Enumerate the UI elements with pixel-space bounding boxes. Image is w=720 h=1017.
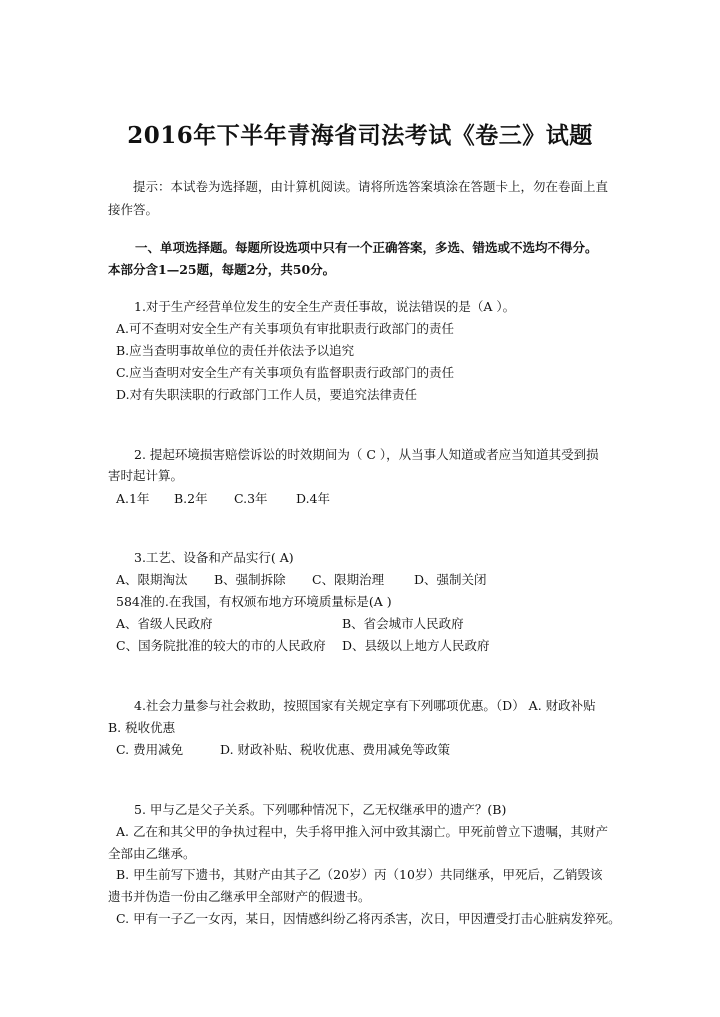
- notice-line-1: 提示：本试卷为选择题，由计算机阅读。请将所选答案填涂在答题卡上，勿在卷面上直: [133, 179, 609, 194]
- q3-option-d: D、强制关闭: [414, 572, 487, 587]
- q4-option-c: C. 费用减免: [116, 742, 184, 757]
- q3-option-c: C、限期治理: [312, 572, 385, 587]
- notice-line-2: 接作答。: [108, 202, 159, 217]
- q4-option-b: B. 税收优惠: [108, 720, 176, 735]
- q5-option-b-line-2: 遗书并伪造一份由乙继承甲全部财产的假遗书。: [108, 889, 371, 904]
- q3-stem: 3.工艺、设备和产品实行( A): [134, 550, 294, 565]
- q2-option-d: D.4年: [296, 491, 331, 506]
- q3-sub-option-a: A、省级人民政府: [116, 616, 213, 631]
- section-heading-line-1: 一、单项选择题。每题所设选项中只有一个正确答案，多选、错选或不选均不得分。: [135, 240, 598, 255]
- q5-option-c-line-1: C. 甲有一子乙一女丙，某日，因情感纠纷乙将丙杀害，次日，甲因遭受打击心脏病发猝死。: [116, 911, 621, 926]
- q1-option-b: B.应当查明事故单位的责任并依法予以追究: [116, 343, 355, 358]
- q2-option-c: C.3年: [234, 491, 268, 506]
- q3-sub-stem: 584准的.在我国，有权颁布地方环境质量标是(A ): [116, 594, 392, 609]
- q3-sub-option-d: D、县级以上地方人民政府: [342, 638, 490, 653]
- q2-option-a: A.1年: [116, 491, 150, 506]
- q5-stem: 5. 甲与乙是父子关系。下列哪种情况下，乙无权继承甲的遗产？(B): [134, 802, 507, 817]
- q1-option-c: C.应当查明对安全生产有关事项负有监督职责行政部门的责任: [116, 365, 455, 380]
- q2-option-b: B.2年: [174, 491, 208, 506]
- q4-option-d: D. 财政补贴、税收优惠、费用减免等政策: [220, 742, 451, 757]
- document-title: 2016年下半年青海省司法考试《卷三》试题: [127, 122, 593, 149]
- q2-stem-line-1: 2. 提起环境损害赔偿诉讼的时效期间为（ C ），从当事人知道或者应当知道其受到损: [134, 447, 599, 462]
- q5-option-b-line-1: B. 甲生前写下遗书，其财产由其子乙（20岁）丙（10岁）共同继承，甲死后，乙销毁该: [116, 867, 603, 882]
- q3-sub-option-b: B、省会城市人民政府: [342, 616, 464, 631]
- q1-option-d: D.对有失职渎职的行政部门工作人员，要追究法律责任: [116, 387, 418, 402]
- q2-stem-line-2: 害时起计算。: [108, 468, 184, 483]
- q3-sub-option-c: C、国务院批准的较大的市的人民政府: [116, 638, 326, 653]
- q5-option-a-line-2: 全部由乙继承。: [108, 846, 196, 861]
- q3-option-b: B、强制拆除: [214, 572, 286, 587]
- section-heading-line-2: 本部分含1—25题，每题2分，共50分。: [108, 262, 336, 277]
- q3-option-a: A、限期淘汰: [116, 572, 188, 587]
- q5-option-a-line-1: A. 乙在和其父甲的争执过程中，失手将甲推入河中致其溺亡。甲死前曾立下遗嘱，其财产: [116, 824, 608, 839]
- q4-stem: 4.社会力量参与社会救助，按照国家有关规定享有下列哪项优惠。（D） A. 财政补贴: [134, 698, 596, 713]
- q1-stem: 1.对于生产经营单位发生的安全生产责任事故，说法错误的是（A ）。: [134, 299, 516, 314]
- q1-option-a: A.可不查明对安全生产有关事项负有审批职责行政部门的责任: [116, 321, 455, 336]
